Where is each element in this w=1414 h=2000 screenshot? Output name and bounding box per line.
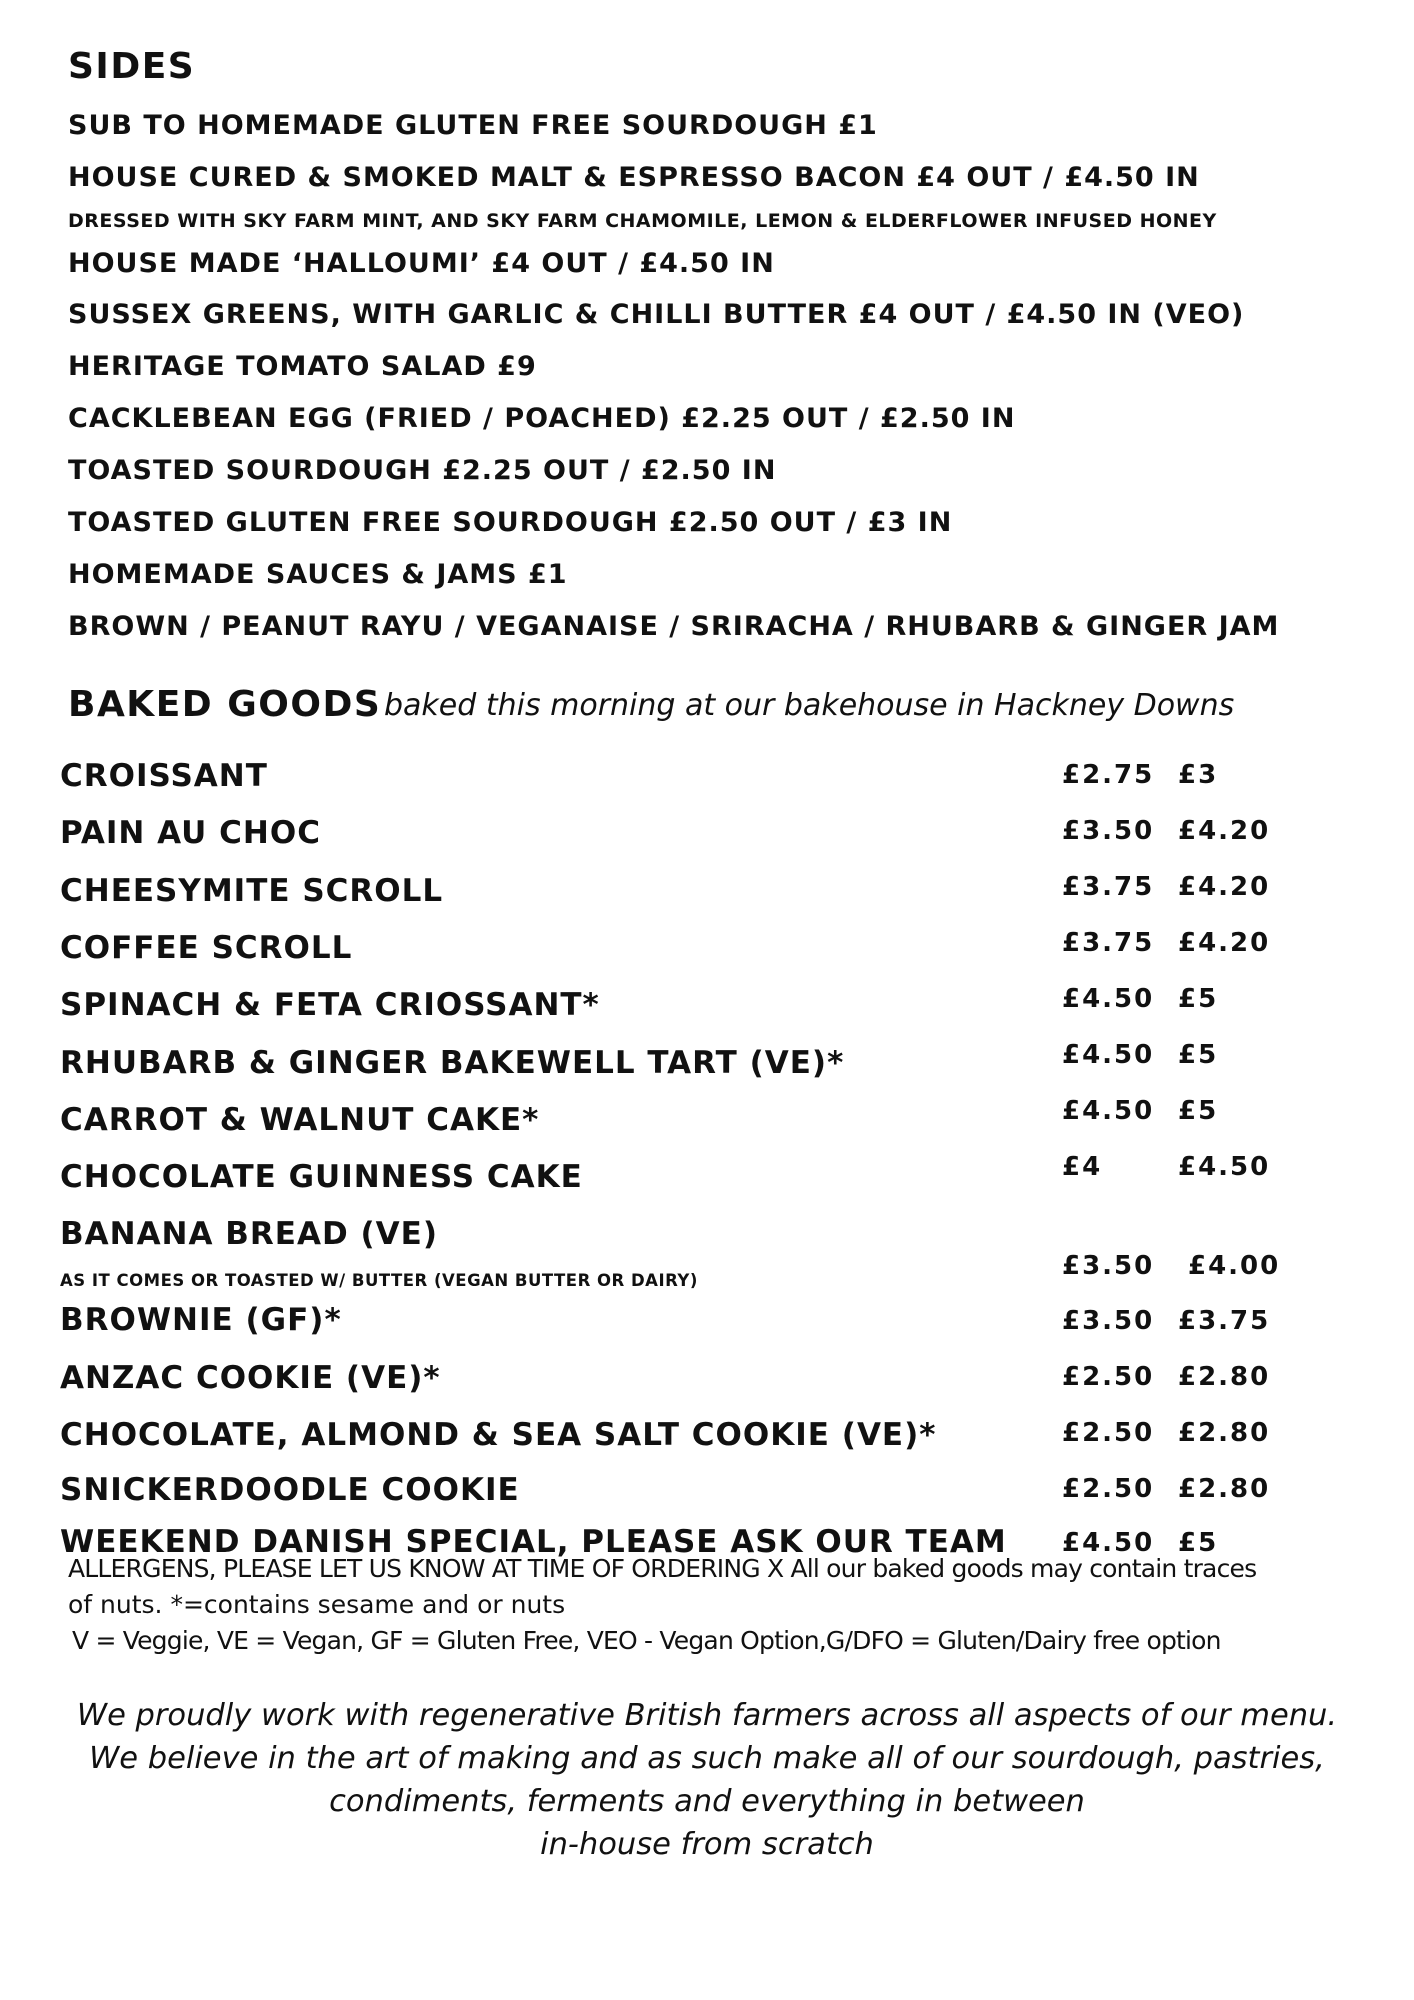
- price-in: £4.20: [1178, 816, 1271, 846]
- allergen-notice: of nuts. *=contains sesame and or nuts: [68, 1590, 566, 1619]
- price-out: £3.75: [1062, 928, 1155, 958]
- price-out: £4.50: [1062, 1096, 1155, 1126]
- price-out: £3.50: [1062, 816, 1155, 846]
- price-in: £5: [1178, 984, 1219, 1014]
- sides-line: SUB TO HOMEMADE GLUTEN FREE SOURDOUGH £1: [68, 110, 878, 141]
- sides-line: HOMEMADE SAUCES & JAMS £1: [68, 559, 568, 590]
- menu-item-note: AS IT COMES OR TOASTED W/ BUTTER (VEGAN BUTTER OR DAIRY): [60, 1271, 698, 1290]
- sides-line: TOASTED GLUTEN FREE SOURDOUGH £2.50 OUT / £3 IN: [68, 507, 953, 538]
- closing-statement: in-house from scratch: [540, 1827, 874, 1862]
- price-in: £4.00: [1188, 1251, 1281, 1281]
- menu-item-name: COFFEE SCROLL: [60, 930, 353, 966]
- baked-goods-heading: BAKED GOODS: [68, 684, 382, 725]
- sides-line: HOUSE MADE ‘HALLOUMI’ £4 OUT / £4.50 IN: [68, 248, 775, 279]
- price-out: £3.75: [1062, 872, 1155, 902]
- menu-item-name: CROISSANT: [60, 758, 268, 794]
- price-out: £4: [1062, 1152, 1103, 1182]
- sides-line: SUSSEX GREENS, WITH GARLIC & CHILLI BUTTER £4 OUT / £4.50 IN (VEO): [68, 299, 1245, 330]
- sides-note: DRESSED WITH SKY FARM MINT, AND SKY FARM CHAMOMILE, LEMON & ELDERFLOWER INFUSED HONEY: [68, 210, 1217, 232]
- menu-item-name: SPINACH & FETA CRIOSSANT*: [60, 987, 600, 1023]
- menu-item-name: CARROT & WALNUT CAKE*: [60, 1102, 540, 1138]
- baked-goods-subtitle: baked this morning at our bakehouse in Hackney Downs: [384, 688, 1235, 723]
- menu-item-name: BROWNIE (GF)*: [60, 1302, 342, 1338]
- price-in: £5: [1178, 1096, 1219, 1126]
- price-in: £4.50: [1178, 1152, 1271, 1182]
- sides-line: HOUSE CURED & SMOKED MALT & ESPRESSO BACON £4 OUT / £4.50 IN: [68, 162, 1200, 193]
- menu-item-name: RHUBARB & GINGER BAKEWELL TART (VE)*: [60, 1045, 845, 1081]
- menu-item-name: SNICKERDOODLE COOKIE: [60, 1472, 520, 1508]
- price-in: £4.20: [1178, 872, 1271, 902]
- price-out: £3.50: [1062, 1251, 1155, 1281]
- price-out: £4.50: [1062, 984, 1155, 1014]
- dietary-key: V = Veggie, VE = Vegan, GF = Gluten Free, VEO - Vegan Option,G/DFO = Gluten/Dairy free option: [72, 1626, 1221, 1655]
- price-out: £2.75: [1062, 760, 1155, 790]
- menu-item-name: CHOCOLATE, ALMOND & SEA SALT COOKIE (VE)*: [60, 1417, 937, 1453]
- sides-line: CACKLEBEAN EGG (FRIED / POACHED) £2.25 OUT / £2.50 IN: [68, 403, 1016, 434]
- closing-statement: condiments, ferments and everything in between: [329, 1784, 1085, 1819]
- price-in: £2.80: [1178, 1362, 1271, 1392]
- menu-item-name: CHEESYMITE SCROLL: [60, 873, 444, 909]
- price-out: £2.50: [1062, 1474, 1155, 1504]
- menu-item-name: BANANA BREAD (VE): [60, 1216, 438, 1252]
- price-in: £2.80: [1178, 1474, 1271, 1504]
- price-out: £3.50: [1062, 1306, 1155, 1336]
- price-out: £2.50: [1062, 1362, 1155, 1392]
- price-out: £4.50: [1062, 1528, 1155, 1558]
- closing-statement: We believe in the art of making and as such make all of our sourdough, pastries,: [89, 1741, 1325, 1776]
- menu-item-name: WEEKEND DANISH SPECIAL, PLEASE ASK OUR TEAM: [60, 1524, 1007, 1560]
- allergen-notice: ALLERGENS, PLEASE LET US KNOW AT TIME OF ORDERING X All our baked goods may contain traces: [68, 1554, 1257, 1583]
- menu-item-name: ANZAC COOKIE (VE)*: [60, 1360, 441, 1396]
- menu-item-name: CHOCOLATE GUINNESS CAKE: [60, 1159, 583, 1195]
- sides-line: BROWN / PEANUT RAYU / VEGANAISE / SRIRACHA / RHUBARB & GINGER JAM: [68, 611, 1280, 642]
- sides-heading: SIDES: [68, 46, 196, 87]
- price-in: £3: [1178, 760, 1219, 790]
- price-out: £2.50: [1062, 1418, 1155, 1448]
- price-in: £5: [1178, 1528, 1219, 1558]
- price-in: £2.80: [1178, 1418, 1271, 1448]
- sides-line: TOASTED SOURDOUGH £2.25 OUT / £2.50 IN: [68, 455, 777, 486]
- price-in: £4.20: [1178, 928, 1271, 958]
- price-out: £4.50: [1062, 1040, 1155, 1070]
- closing-statement: We proudly work with regenerative British farmers across all aspects of our menu.: [76, 1698, 1338, 1733]
- price-in: £3.75: [1178, 1306, 1271, 1336]
- price-in: £5: [1178, 1040, 1219, 1070]
- menu-item-name: PAIN AU CHOC: [60, 815, 321, 851]
- sides-line: HERITAGE TOMATO SALAD £9: [68, 351, 537, 382]
